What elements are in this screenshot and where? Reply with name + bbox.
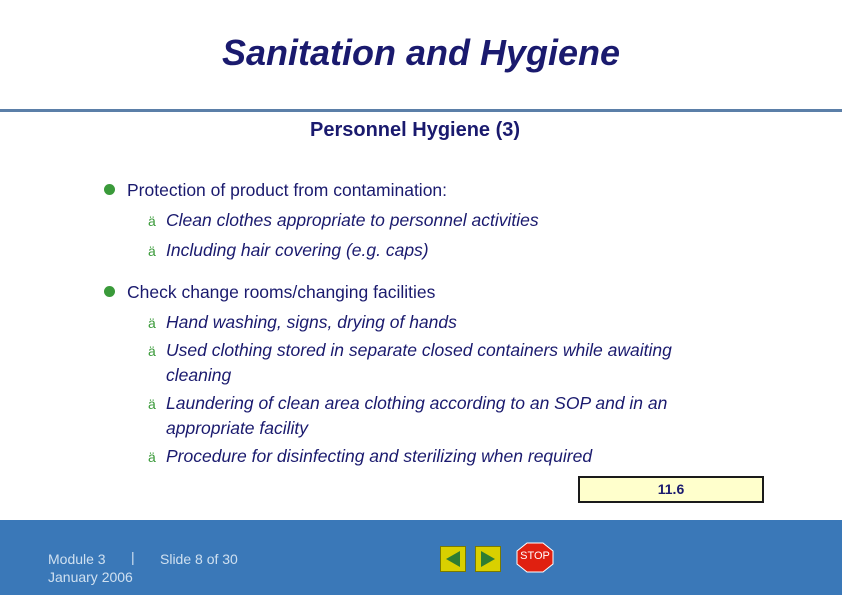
sub-bullet-item xyxy=(148,310,457,335)
footer-separator: | xyxy=(131,549,135,565)
bullet-item xyxy=(104,180,447,201)
date-label: January 2006 xyxy=(48,569,133,585)
stop-button[interactable] xyxy=(516,542,554,573)
arrow-icon: ä xyxy=(148,243,156,259)
next-arrow-icon xyxy=(476,547,500,571)
arrow-icon: ä xyxy=(148,315,156,331)
sub-bullet-text: Procedure for disinfecting and sterilizing when required xyxy=(166,446,593,466)
sub-bullet-text: Clean clothes appropriate to personnel activities xyxy=(166,210,539,230)
arrow-icon: ä xyxy=(148,213,156,229)
bullet-dot-icon xyxy=(104,184,115,195)
arrow-icon: ä xyxy=(148,396,156,412)
reference-box: 11.6 xyxy=(578,476,764,503)
title-divider xyxy=(0,109,842,112)
slide-counter: Slide 8 of 30 xyxy=(160,551,238,567)
bullet-text: Protection of product from contamination: xyxy=(127,180,448,200)
slide-title: Sanitation and Hygiene xyxy=(221,32,621,73)
prev-slide-button[interactable] xyxy=(440,546,466,572)
module-label: Module 3 xyxy=(48,551,106,567)
arrow-icon: ä xyxy=(148,343,156,359)
sub-bullet-text: Used clothing stored in separate closed containers while awaiting xyxy=(166,340,672,360)
arrow-icon: ä xyxy=(148,449,156,465)
sub-bullet-item xyxy=(148,238,429,263)
sub-bullet-item xyxy=(148,338,672,387)
sub-bullet-item xyxy=(148,391,667,440)
sub-bullet-item xyxy=(148,208,539,233)
prev-arrow-icon xyxy=(441,547,465,571)
sub-bullet-text: Laundering of clean area clothing according to an SOP and in an xyxy=(166,393,668,413)
sub-bullet-text: Including hair covering (e.g. caps) xyxy=(166,240,429,260)
bullet-text: Check change rooms/changing facilities xyxy=(127,282,436,302)
sub-bullet-text-continued: appropriate facility xyxy=(166,418,309,438)
sub-bullet-text-continued: cleaning xyxy=(166,365,232,385)
stop-label: STOP xyxy=(520,550,550,562)
slide-subtitle: Personnel Hygiene (3) xyxy=(310,119,521,141)
sub-bullet-item xyxy=(148,444,592,469)
sub-bullet-text: Hand washing, signs, drying of hands xyxy=(166,312,457,332)
next-slide-button[interactable] xyxy=(475,546,501,572)
bullet-item xyxy=(104,282,435,303)
footer-bar xyxy=(0,520,842,595)
bullet-dot-icon xyxy=(104,286,115,297)
